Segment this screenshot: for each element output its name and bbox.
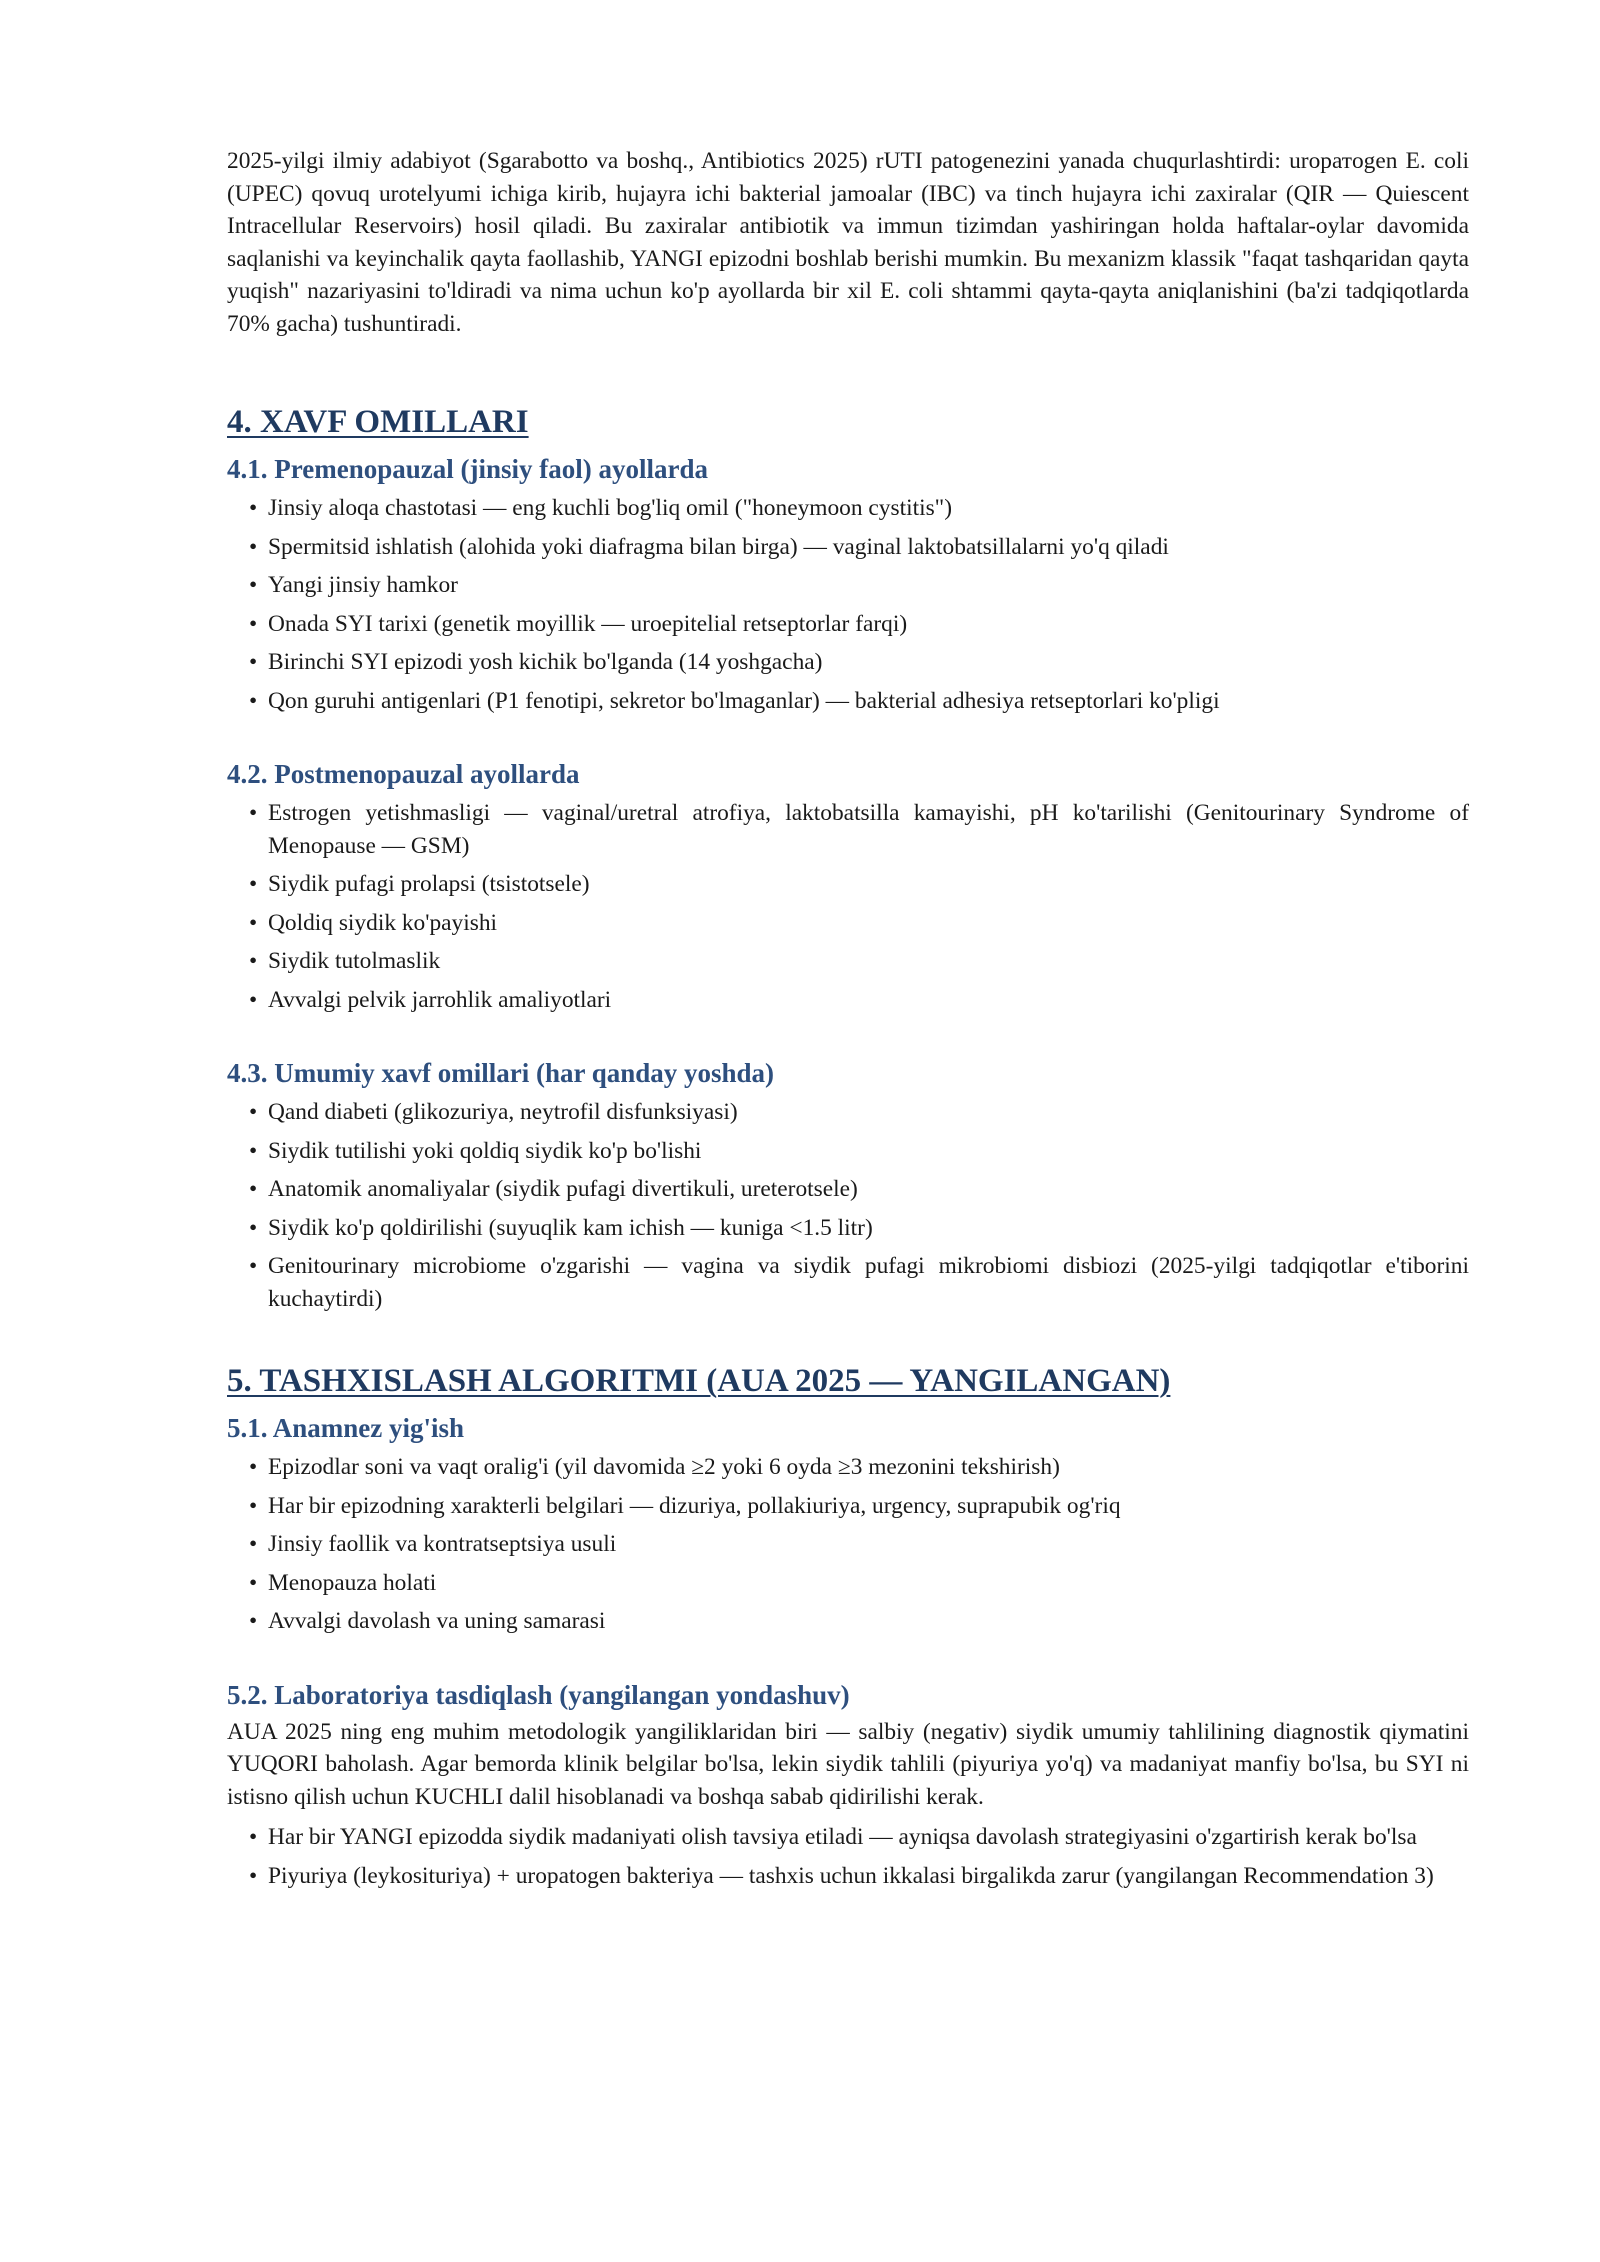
bullet-icon: • [249,800,258,826]
bullet-icon: • [249,986,258,1013]
list-item-text: Jinsiy faollik va kontratseptsiya usuli [268,1531,617,1557]
list-item-text: Estrogen yetishmasligi — vaginal/uretral atrofiya, laktobatsilla kamayishi, pH ko'tarilishi (Genitourinary Syndrome of Menopause — GSM) [268,800,1469,859]
bullet-icon: • [249,533,258,560]
list-item-text: Genitourinary microbiome o'zgarishi — vagina va siydik pufagi mikrobiomi disbiozi (2025-yilgi tadqiqotlar e'tiborini kuchaytirdi) [268,1253,1469,1312]
bullet-icon: • [249,1608,258,1634]
bullet-icon: • [249,1824,258,1850]
list-item [249,1451,1469,1484]
risk-list-postmenopausal [227,797,1469,1016]
list-item-text: Siydik pufagi prolapsi (tsistotsele) [268,871,590,897]
list-item-text: Siydik ko'p qoldirilishi (suyuqlik kam ichish — kuniga <1.5 litr) [268,1214,873,1241]
subsection-5-2-heading: 5.2. Laboratoriya tasdiqlash (yangilangan yondashuv) [227,1679,850,1710]
list-item [249,531,1469,564]
list-item-text: Piyuriya (leykosituriya) + uropatogen bakteriya — tashxis uchun ikkalasi birgalikda zarur (yangilangan Recommendation 3) [268,1862,1434,1889]
list-item [249,1096,1469,1129]
list-item-text: Epizodlar soni va vaqt oralig'i (yil davomida ≥2 yoki 6 oyda ≥3 mezonini tekshirish) [268,1454,1060,1480]
section-5-heading: 5. TASHXISLASH ALGORITMI (AUA 2025 — YANGILANGAN) [227,1363,1171,1399]
list-item-text: Birinchi SYI epizodi yosh kichik bo'lganda (14 yoshgacha) [268,649,823,675]
list-item-text: Anatomik anomaliyalar (siydik pufagi divertikuli, ureterotsele) [268,1176,858,1202]
bullet-icon: • [249,1454,258,1480]
intro-paragraph: 2025-yilgi ilmiy adabiyot (Sgarabotto va boshq., Antibiotics 2025) rUTI patogenezini yanada chuqurlashtirdi: uropатogen E. coli (UPEC) qovuq urotelyumi ichiga kirib, hujayra ichi bakterial jamoalar (IBC) va tinch hujayra ichi zaxiralar (QIR — Quiescent Intracellular Reservoirs) hosil qiladi. Bu zaxiralar antibiotik va immun tizimdan yashiringan holda haftalar-oylar davomida saqlanishi va keyinchalik qayta faollashib, YANGI epizodni boshlab berishi mumkin. Bu mexanizm klassik "faqat tashqaridan qayta yuqish" nazariyasini to'ldiradi va nima uchun ko'p ayollarda bir xil E. coli shtammi qayta-qayta aniqlanishini (ba'zi tadqiqotlarda 70% gacha) tushuntiradi. [227,148,1469,337]
list-item-text: Spermitsid ishlatish (alohida yoki diafragma bilan birga) — vaginal laktobatsillalarni yo'q qiladi [268,533,1169,560]
list-item-text: Qoldiq siydik ko'payishi [268,909,498,936]
list-item [249,1860,1469,1893]
list-item [249,1135,1469,1168]
list-item-text: Har bir YANGI epizodda siydik madaniyati olish tavsiya etiladi — ayniqsa davolash strategiyasini o'zgartirish kerak bo'lsa [268,1824,1417,1850]
list-item [249,1250,1469,1315]
list-item-text: Jinsiy aloqa chastotasi — eng kuchli bog'liq omil ("honeymoon cystitis") [268,495,953,521]
subsection-4-2-heading: 4.2. Postmenopauzal ayollarda [227,759,580,789]
list-item-text: Siydik tutilishi yoki qoldiq siydik ko'p bo'lishi [268,1137,702,1164]
bullet-icon: • [249,948,258,974]
list-item [249,685,1469,718]
list-item-text: Har bir epizodning xarakterli belgilari — dizuriya, pollakiuriya, urgency, suprapubik og'riq [268,1492,1121,1519]
bullet-icon: • [249,1176,258,1202]
list-item [249,797,1469,862]
list-item-text: Yangi jinsiy hamkor [268,572,458,598]
list-item [249,1490,1469,1523]
risk-list-general [227,1096,1469,1315]
list-item [249,608,1469,641]
subsection-4-1-heading: 4.1. Premenopauzal (jinsiy faol) ayollarda [227,454,708,484]
bullet-icon: • [249,1253,258,1279]
list-item [249,1821,1469,1854]
bullet-icon: • [249,495,258,521]
list-item [249,1605,1469,1638]
bullet-icon: • [249,871,258,897]
bullet-icon: • [249,649,258,675]
bullet-icon: • [249,1492,258,1519]
list-item [249,1173,1469,1206]
bullet-icon: • [249,610,258,637]
bullet-icon: • [249,1214,258,1241]
subsection-4-3-heading: 4.3. Umumiy xavf omillari (har qanday yoshda) [227,1058,775,1088]
list-item-text: Qand diabeti (glikozuriya, neytrofil disfunksiyasi) [268,1099,738,1125]
bullet-icon: • [249,1137,258,1164]
list-item-text: Onada SYI tarixi (genetik moyillik — uroepitelial retseptorlar farqi) [268,610,908,637]
list-item [249,1212,1469,1245]
bullet-icon: • [249,1099,258,1125]
section-4-heading: 4. XAVF OMILLARI [227,404,529,440]
bullet-icon: • [249,909,258,936]
list-item [249,984,1469,1017]
list-item [249,868,1469,901]
lab-paragraph: AUA 2025 ning eng muhim metodologik yangiliklaridan biri — salbiy (negativ) siydik umumiy tahlilining diagnostik qiymatini YUQORI baholash. Agar bemorda klinik belgilar bo'lsa, lekin siydik tahlili (piyuriya yo'q) va madaniyat manfiy bo'lsa, bu SYI ni istisno qilish uchun KUCHLI dalil hisoblanadi va boshqa sabab qidirilishi kerak. [227,1718,1469,1810]
list-item-text: Avvalgi pelvik jarrohlik amaliyotlari [268,986,612,1013]
list-item [249,1528,1469,1561]
list-item-text: Qon guruhi antigenlari (P1 fenotipi, sekretor bo'lmaganlar) — bakterial adhesiya retseptorlari ko'pligi [268,687,1220,714]
anamnesis-list [227,1451,1469,1638]
bullet-icon: • [249,687,258,714]
list-item-text: Menopauza holati [268,1569,437,1596]
list-item [249,945,1469,978]
list-item [249,907,1469,940]
list-item [249,1567,1469,1600]
list-item-text: Siydik tutolmaslik [268,948,441,974]
list-item [249,569,1469,602]
risk-list-premenopausal [227,492,1469,717]
lab-list [227,1821,1469,1892]
subsection-5-1-heading: 5.1. Anamnez yig'ish [227,1413,465,1443]
list-item [249,646,1469,679]
list-item [249,492,1469,525]
list-item-text: Avvalgi davolash va uning samarasi [268,1608,606,1634]
bullet-icon: • [249,572,258,598]
document-page [227,145,1469,1898]
bullet-icon: • [249,1569,258,1596]
bullet-icon: • [249,1531,258,1557]
bullet-icon: • [249,1862,258,1889]
